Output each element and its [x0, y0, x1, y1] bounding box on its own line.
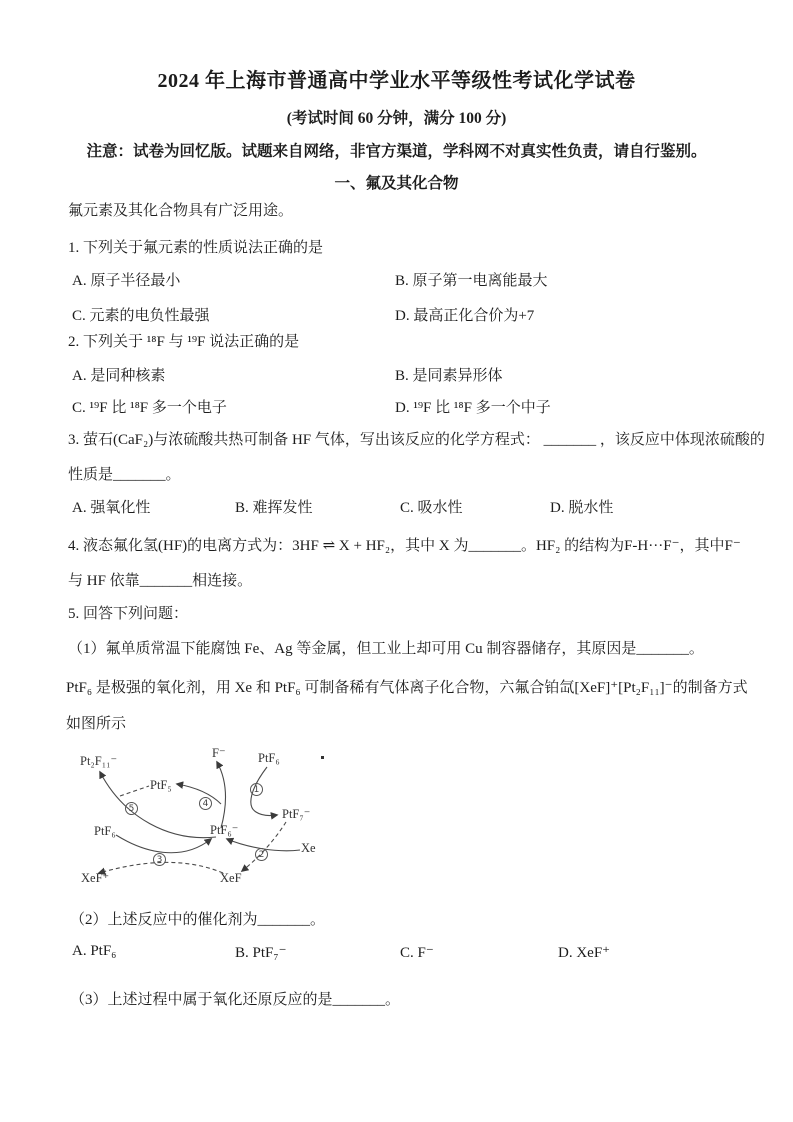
q5-stem: 5. 回答下列问题： [68, 606, 189, 622]
q5-part3: （3）上述过程中属于氧化还原反应的是_______。 [70, 992, 401, 1008]
figure-node-pt2f11-anion: Pt₂F₁₁⁻ [80, 754, 118, 768]
q5-part2-option-d: D. XeF⁺ [558, 945, 611, 961]
reaction-arrows [70, 740, 430, 898]
q5-part2-option-a: A. PtF₆ [72, 943, 117, 959]
figure-node-xe: Xe [301, 841, 316, 855]
q2-option-c: C. ¹⁹F 比 ¹⁸F 多一个电子 [72, 400, 227, 416]
figure-node-xef: XeF [220, 871, 242, 885]
q2-option-d: D. ¹⁹F 比 ¹⁸F 多一个中子 [395, 400, 551, 416]
figure-step-1-badge: 1 [250, 783, 263, 796]
q2-option-a: A. 是同种核素 [72, 368, 166, 384]
q5-part2: （2）上述反应中的催化剂为_______。 [70, 912, 326, 928]
q1-option-a: A. 原子半径最小 [72, 273, 181, 289]
q1-stem: 1. 下列关于氟元素的性质说法正确的是 [68, 240, 324, 256]
figure-node-f-anion: F⁻ [212, 746, 226, 760]
figure-node-ptf6-top: PtF₆ [258, 751, 280, 765]
q4-stem-line1: 4. 液态氟化氢(HF)的电离方式为：3HF ⇌ X + HF₂，其中 X 为_______。HF₂ 的结构为F-H···F⁻，其中F⁻ [68, 538, 741, 554]
q3-stem-line2: 性质是_______。 [68, 467, 181, 483]
reaction-scheme-figure [70, 740, 430, 898]
page-title: 2024 年上海市普通高中学业水平等级性考试化学试卷 [157, 70, 636, 92]
intro-text: 氟元素及其化合物具有广泛用途。 [68, 203, 294, 219]
section-heading: 一、氟及其化合物 [334, 175, 459, 192]
q5-part1: （1）氟单质常温下能腐蚀 Fe、Ag 等金属，但工业上却可用 Cu 制容器储存，其原因是_______。 [68, 641, 704, 657]
q4-stem-line2: 与 HF 依靠_______相连接。 [68, 573, 253, 589]
q5-figure-caption: 如图所示 [66, 716, 127, 732]
q2-option-row-1 [0, 364, 793, 386]
q1-option-row-1 [0, 269, 793, 291]
q1-option-row-2 [0, 304, 793, 326]
q3-option-b: B. 难挥发性 [235, 500, 313, 516]
q3-option-a: A. 强氧化性 [72, 500, 151, 516]
notice-text: 注意：试卷为回忆版。试题来自网络，非官方渠道，学科网不对真实性负责，请自行鉴别。 [86, 143, 707, 160]
q3-option-d: D. 脱水性 [550, 500, 614, 516]
figure-node-ptf5: PtF₅ [150, 778, 172, 792]
q2-option-b: B. 是同素异形体 [395, 368, 503, 384]
q1-option-c: C. 元素的电负性最强 [72, 308, 210, 324]
q5-part2-option-row [0, 943, 793, 965]
q5-ptf6-paragraph: PtF₆ 是极强的氧化剂，用 Xe 和 PtF₆ 可制备稀有气体离子化合物，六氟合铂氙[XeF]⁺[Pt₂F₁₁]⁻的制备方式 [66, 680, 748, 696]
figure-step-4-badge: 4 [199, 797, 212, 810]
q2-option-row-2 [0, 396, 793, 418]
q1-option-d: D. 最高正化合价为+7 [395, 308, 535, 324]
figure-node-ptf6-left: PtF₆ [94, 824, 116, 838]
figure-node-ptf7-anion: PtF₇⁻ [282, 807, 311, 821]
figure-node-xef-cation: XeF⁺ [81, 871, 110, 885]
exam-time-score: (考试时间 60 分钟，满分 100 分) [286, 110, 507, 127]
figure-step-3-badge: 3 [153, 853, 166, 866]
q5-part2-option-c: C. F⁻ [400, 945, 434, 961]
q3-option-row [0, 496, 793, 518]
figure-step-2-badge: 2 [255, 848, 268, 861]
q1-option-b: B. 原子第一电离能最大 [395, 273, 548, 289]
figure-node-ptf6-anion: PtF₆⁻ [210, 823, 239, 837]
q2-stem: 2. 下列关于 ¹⁸F 与 ¹⁹F 说法正确的是 [68, 334, 300, 350]
figure-stray-dot [321, 756, 324, 759]
q5-part2-option-b: B. PtF₇⁻ [235, 945, 287, 961]
figure-step-5-badge: 5 [125, 802, 138, 815]
q3-stem-line1: 3. 萤石(CaF₂)与浓硫酸共热可制备 HF 气体，写出该反应的化学方程式： _______ ，该反应中体现浓硫酸的 [68, 432, 765, 448]
q3-option-c: C. 吸水性 [400, 500, 463, 516]
